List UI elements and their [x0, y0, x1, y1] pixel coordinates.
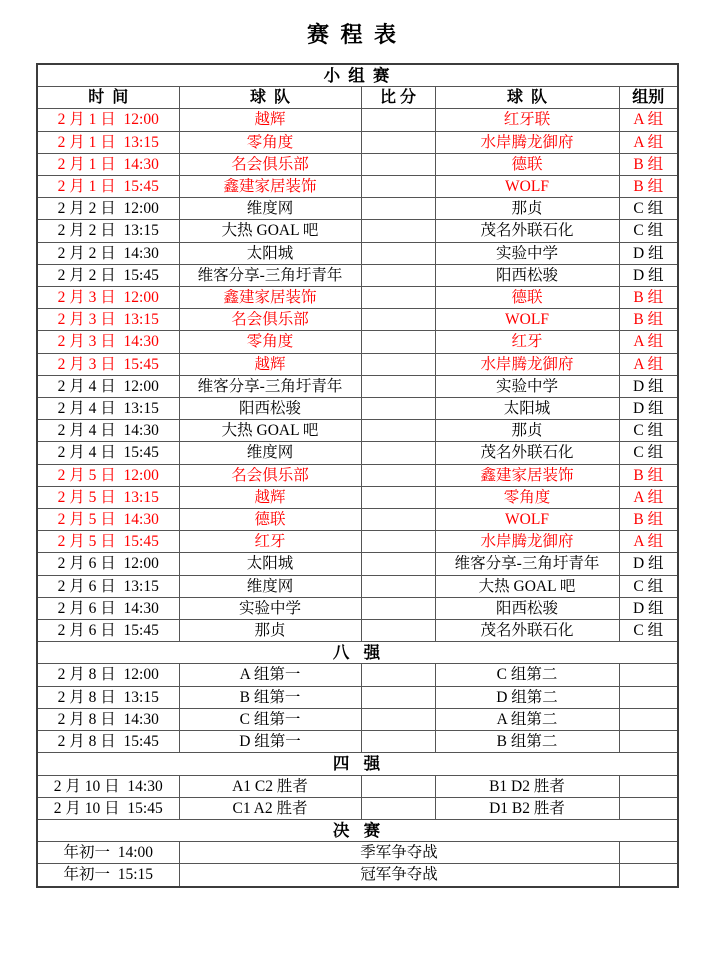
home-team-cell: 名会俱乐部: [179, 309, 361, 331]
table-row: [37, 287, 678, 309]
time-cell: 年初一 14:00: [37, 842, 179, 864]
home-team-cell: 越辉: [179, 109, 361, 131]
home-team-cell: 鑫建家居装饰: [179, 287, 361, 309]
event-cell: 季军争夺战: [179, 842, 619, 864]
time-cell: 2 月 10 日 15:45: [37, 797, 179, 819]
home-team-cell: 名会俱乐部: [179, 464, 361, 486]
column-header: 球 队: [435, 87, 619, 109]
group-cell: D 组: [619, 264, 678, 286]
time-cell: 2 月 6 日 15:45: [37, 620, 179, 642]
time-cell: 2 月 4 日 13:15: [37, 398, 179, 420]
table-row: [37, 531, 678, 553]
group-cell: C 组: [619, 220, 678, 242]
score-cell: [361, 531, 435, 553]
group-cell: C 组: [619, 620, 678, 642]
home-team-cell: 维度网: [179, 575, 361, 597]
away-team-cell: 那贞: [435, 420, 619, 442]
time-cell: 2 月 3 日 13:15: [37, 309, 179, 331]
table-row: [37, 686, 678, 708]
event-cell: 冠军争夺战: [179, 864, 619, 887]
home-team-cell: 太阳城: [179, 242, 361, 264]
section-header-row: [37, 819, 678, 841]
home-team-cell: 阳西松骏: [179, 398, 361, 420]
time-cell: 2 月 4 日 15:45: [37, 442, 179, 464]
table-row: [37, 109, 678, 131]
section-title: 决 赛: [37, 819, 678, 841]
score-cell: [361, 553, 435, 575]
group-cell: C 组: [619, 575, 678, 597]
score-cell: [361, 420, 435, 442]
table-row: [37, 398, 678, 420]
table-row: [37, 176, 678, 198]
home-team-cell: 太阳城: [179, 553, 361, 575]
score-cell: [361, 509, 435, 531]
home-team-cell: 那贞: [179, 620, 361, 642]
score-cell: [361, 176, 435, 198]
table-row: [37, 242, 678, 264]
away-team-cell: WOLF: [435, 176, 619, 198]
time-cell: 2 月 3 日 12:00: [37, 287, 179, 309]
group-cell: C 组: [619, 198, 678, 220]
home-team-cell: 零角度: [179, 331, 361, 353]
away-team-cell: B1 D2 胜者: [435, 775, 619, 797]
score-cell: [361, 287, 435, 309]
away-team-cell: 红牙联: [435, 109, 619, 131]
section-header-row: [37, 642, 678, 664]
time-cell: 2 月 4 日 14:30: [37, 420, 179, 442]
away-team-cell: 大热 GOAL 吧: [435, 575, 619, 597]
section-title: 四 强: [37, 753, 678, 775]
away-team-cell: D 组第二: [435, 686, 619, 708]
section-header-row: [37, 753, 678, 775]
table-row: [37, 797, 678, 819]
score-cell: [361, 797, 435, 819]
group-cell: B 组: [619, 464, 678, 486]
score-cell: [361, 686, 435, 708]
table-row: [37, 553, 678, 575]
away-team-cell: 德联: [435, 287, 619, 309]
column-header: 比 分: [361, 87, 435, 109]
group-cell: D 组: [619, 375, 678, 397]
home-team-cell: A 组第一: [179, 664, 361, 686]
time-cell: 2 月 1 日 13:15: [37, 131, 179, 153]
time-cell: 2 月 5 日 13:15: [37, 486, 179, 508]
table-row: [37, 575, 678, 597]
home-team-cell: C1 A2 胜者: [179, 797, 361, 819]
score-cell: [361, 731, 435, 753]
score-cell: [361, 708, 435, 730]
time-cell: 2 月 6 日 14:30: [37, 597, 179, 619]
group-cell: D 组: [619, 553, 678, 575]
group-cell: A 组: [619, 486, 678, 508]
score-cell: [361, 575, 435, 597]
group-cell: D 组: [619, 398, 678, 420]
table-row: [37, 331, 678, 353]
away-team-cell: 水岸腾龙御府: [435, 131, 619, 153]
score-cell: [361, 331, 435, 353]
time-cell: 2 月 10 日 14:30: [37, 775, 179, 797]
away-team-cell: C 组第二: [435, 664, 619, 686]
home-team-cell: 鑫建家居装饰: [179, 176, 361, 198]
table-row: [37, 597, 678, 619]
table-row: [37, 153, 678, 175]
group-cell: D 组: [619, 597, 678, 619]
away-team-cell: WOLF: [435, 309, 619, 331]
time-cell: 2 月 8 日 15:45: [37, 731, 179, 753]
group-cell: C 组: [619, 442, 678, 464]
section-title: 小 组 赛: [37, 64, 678, 87]
column-header: 球 队: [179, 87, 361, 109]
table-row: [37, 353, 678, 375]
time-cell: 2 月 3 日 14:30: [37, 331, 179, 353]
score-cell: [361, 242, 435, 264]
time-cell: 2 月 1 日 15:45: [37, 176, 179, 198]
time-cell: 2 月 3 日 15:45: [37, 353, 179, 375]
group-cell: A 组: [619, 353, 678, 375]
group-cell: C 组: [619, 420, 678, 442]
away-team-cell: 水岸腾龙御府: [435, 353, 619, 375]
table-row: [37, 264, 678, 286]
table-row: [37, 708, 678, 730]
home-team-cell: B 组第一: [179, 686, 361, 708]
score-cell: [361, 620, 435, 642]
time-cell: 2 月 1 日 12:00: [37, 109, 179, 131]
group-cell: [619, 842, 678, 864]
home-team-cell: 维度网: [179, 198, 361, 220]
away-team-cell: A 组第二: [435, 708, 619, 730]
table-row: [37, 664, 678, 686]
away-team-cell: 阳西松骏: [435, 264, 619, 286]
table-row: [37, 464, 678, 486]
score-cell: [361, 597, 435, 619]
group-cell: B 组: [619, 287, 678, 309]
table-row: [37, 509, 678, 531]
schedule-table: [36, 63, 679, 888]
home-team-cell: 德联: [179, 509, 361, 531]
away-team-cell: 太阳城: [435, 398, 619, 420]
table-row: [37, 442, 678, 464]
home-team-cell: 维客分享-三角圩青年: [179, 375, 361, 397]
score-cell: [361, 464, 435, 486]
group-cell: A 组: [619, 109, 678, 131]
time-cell: 2 月 8 日 13:15: [37, 686, 179, 708]
group-cell: [619, 864, 678, 887]
time-cell: 2 月 4 日 12:00: [37, 375, 179, 397]
away-team-cell: WOLF: [435, 509, 619, 531]
section-title: 八 强: [37, 642, 678, 664]
away-team-cell: 德联: [435, 153, 619, 175]
score-cell: [361, 398, 435, 420]
group-cell: [619, 731, 678, 753]
away-team-cell: 水岸腾龙御府: [435, 531, 619, 553]
away-team-cell: 那贞: [435, 198, 619, 220]
away-team-cell: 实验中学: [435, 242, 619, 264]
away-team-cell: 鑫建家居装饰: [435, 464, 619, 486]
away-team-cell: D1 B2 胜者: [435, 797, 619, 819]
home-team-cell: 大热 GOAL 吧: [179, 220, 361, 242]
table-row: [37, 131, 678, 153]
away-team-cell: 零角度: [435, 486, 619, 508]
time-cell: 年初一 15:15: [37, 864, 179, 887]
table-row: [37, 842, 678, 864]
group-cell: [619, 664, 678, 686]
away-team-cell: B 组第二: [435, 731, 619, 753]
table-row: [37, 486, 678, 508]
time-cell: 2 月 6 日 13:15: [37, 575, 179, 597]
away-team-cell: 茂名外联石化: [435, 442, 619, 464]
group-cell: A 组: [619, 131, 678, 153]
time-cell: 2 月 2 日 15:45: [37, 264, 179, 286]
time-cell: 2 月 2 日 13:15: [37, 220, 179, 242]
score-cell: [361, 109, 435, 131]
home-team-cell: 实验中学: [179, 597, 361, 619]
home-team-cell: C 组第一: [179, 708, 361, 730]
time-cell: 2 月 2 日 12:00: [37, 198, 179, 220]
home-team-cell: 红牙: [179, 531, 361, 553]
group-cell: [619, 775, 678, 797]
home-team-cell: 维度网: [179, 442, 361, 464]
home-team-cell: 维客分享-三角圩青年: [179, 264, 361, 286]
score-cell: [361, 664, 435, 686]
column-header: 组别: [619, 87, 678, 109]
away-team-cell: 茂名外联石化: [435, 220, 619, 242]
time-cell: 2 月 1 日 14:30: [37, 153, 179, 175]
score-cell: [361, 220, 435, 242]
table-row: [37, 731, 678, 753]
column-header-row: [37, 87, 678, 109]
home-team-cell: 零角度: [179, 131, 361, 153]
column-header: 时 间: [37, 87, 179, 109]
group-cell: B 组: [619, 176, 678, 198]
score-cell: [361, 486, 435, 508]
group-cell: [619, 797, 678, 819]
table-row: [37, 220, 678, 242]
score-cell: [361, 131, 435, 153]
away-team-cell: 红牙: [435, 331, 619, 353]
away-team-cell: 实验中学: [435, 375, 619, 397]
score-cell: [361, 264, 435, 286]
group-cell: A 组: [619, 331, 678, 353]
score-cell: [361, 775, 435, 797]
time-cell: 2 月 8 日 12:00: [37, 664, 179, 686]
score-cell: [361, 309, 435, 331]
table-row: [37, 420, 678, 442]
score-cell: [361, 353, 435, 375]
home-team-cell: 越辉: [179, 353, 361, 375]
group-cell: D 组: [619, 242, 678, 264]
time-cell: 2 月 2 日 14:30: [37, 242, 179, 264]
home-team-cell: A1 C2 胜者: [179, 775, 361, 797]
score-cell: [361, 153, 435, 175]
time-cell: 2 月 5 日 14:30: [37, 509, 179, 531]
time-cell: 2 月 8 日 14:30: [37, 708, 179, 730]
time-cell: 2 月 6 日 12:00: [37, 553, 179, 575]
away-team-cell: 阳西松骏: [435, 597, 619, 619]
away-team-cell: 维客分享-三角圩青年: [435, 553, 619, 575]
group-cell: B 组: [619, 309, 678, 331]
score-cell: [361, 442, 435, 464]
score-cell: [361, 198, 435, 220]
table-row: [37, 620, 678, 642]
group-cell: A 组: [619, 531, 678, 553]
schedule-table-body: [37, 64, 678, 887]
group-cell: B 组: [619, 153, 678, 175]
home-team-cell: D 组第一: [179, 731, 361, 753]
table-row: [37, 864, 678, 887]
home-team-cell: 大热 GOAL 吧: [179, 420, 361, 442]
home-team-cell: 名会俱乐部: [179, 153, 361, 175]
away-team-cell: 茂名外联石化: [435, 620, 619, 642]
time-cell: 2 月 5 日 12:00: [37, 464, 179, 486]
group-cell: B 组: [619, 509, 678, 531]
page-title: 赛 程 表: [306, 22, 399, 47]
home-team-cell: 越辉: [179, 486, 361, 508]
score-cell: [361, 375, 435, 397]
time-cell: 2 月 5 日 15:45: [37, 531, 179, 553]
section-header-row: [37, 64, 678, 87]
table-row: [37, 375, 678, 397]
table-row: [37, 775, 678, 797]
table-row: [37, 309, 678, 331]
group-cell: [619, 708, 678, 730]
table-row: [37, 198, 678, 220]
group-cell: [619, 686, 678, 708]
